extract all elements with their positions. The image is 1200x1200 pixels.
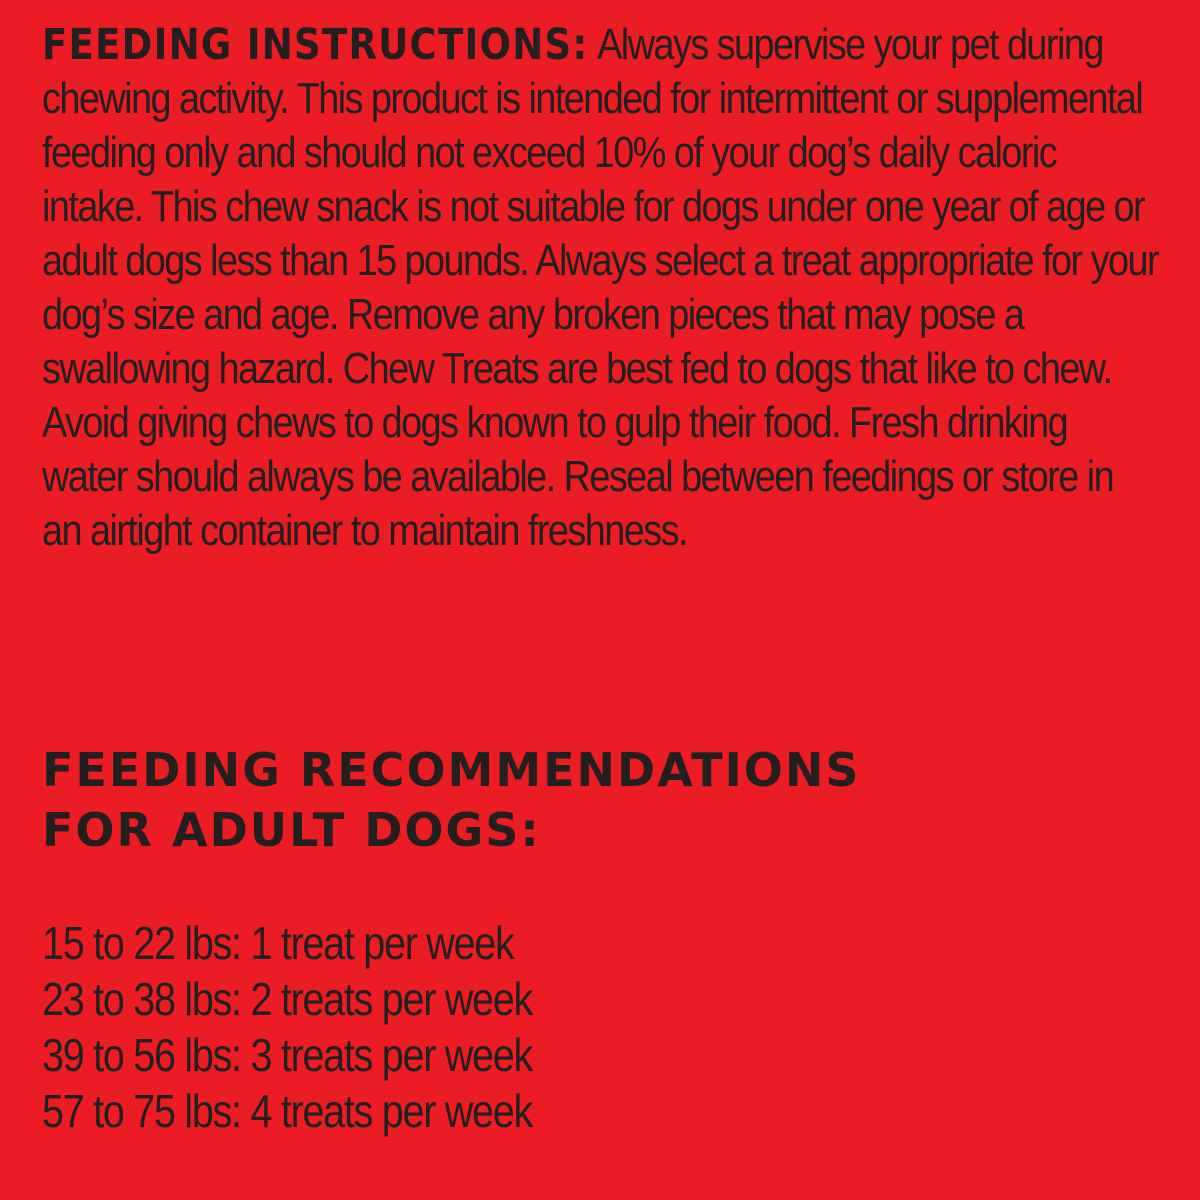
- recommendations-heading-line-2: FOR ADULT DOGS:: [42, 803, 541, 857]
- recommendation-item: 39 to 56 lbs: 3 treats per week: [42, 1029, 532, 1081]
- feeding-instructions-heading: FEEDING INSTRUCTIONS:: [42, 20, 589, 70]
- feeding-instructions-body: Always supervise your pet during chewing activity. This product is intended for intermittent or supplemental feeding only and should not exceed 10% of your dog’s daily caloric intake. This chew snack is not suitable for dogs under one year of age or adult dogs less than 15 pounds. Always select a treat appropriate for your dog’s size and age. Remove any broken pieces that may pose a swallowing hazard. Chew Treats are best fed to dogs that like to chew. Avoid giving chews to dogs known to gulp their food. Fresh drinking water should always be available. Reseal between feedings or store in an airtight container to maintain freshness.: [42, 20, 1158, 555]
- recommendation-item: 23 to 38 lbs: 2 treats per week: [42, 973, 532, 1025]
- recommendation-item: 57 to 75 lbs: 4 treats per week: [42, 1085, 532, 1137]
- feeding-recommendations-list: [42, 915, 532, 1139]
- recommendation-item: 15 to 22 lbs: 1 treat per week: [42, 917, 514, 969]
- recommendations-heading-line-1: FEEDING RECOMMENDATIONS: [42, 743, 861, 797]
- feeding-instructions: [42, 18, 1160, 558]
- feeding-recommendations-heading: [42, 740, 860, 860]
